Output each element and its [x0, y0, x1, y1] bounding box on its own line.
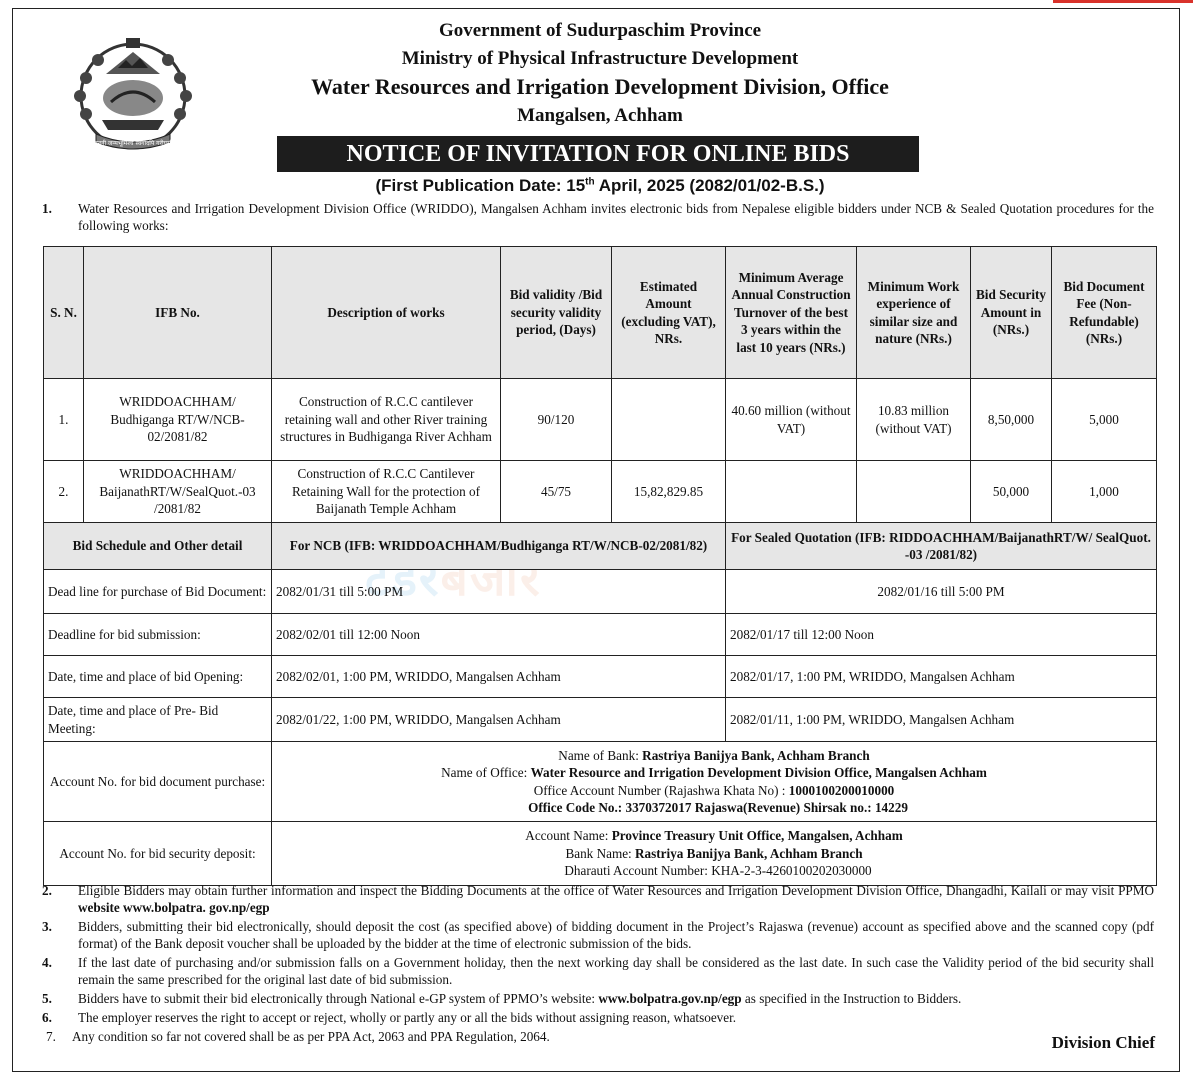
schedule-label: Dead line for purchase of Bid Document:	[44, 570, 272, 614]
purchase-account-number: 1000100200010000	[788, 782, 895, 798]
watermark: टेंडरबजार	[365, 551, 542, 607]
cell-experience	[857, 461, 971, 523]
cell-sn: 1.	[44, 379, 84, 461]
cell-description: Construction of R.C.C cantilever retaining wall and other River training structures in Budhiganga River Achham	[272, 379, 501, 461]
publication-date: (First Publication Date: 15th April, 2025 (2082/01/02-B.S.)	[375, 176, 825, 195]
cell-fee: 5,000	[1052, 379, 1157, 461]
schedule-ncb-value: 2082/01/31 till 5:00 PM	[272, 570, 726, 614]
schedule-row	[44, 656, 1157, 698]
list-item: 5. Bidders have to submit their bid electronically through National e-GP system of PPMO’s website: www.bolpatra.gov.np/egp as specified in the Instruction to Bidders.	[42, 991, 962, 1006]
security-account-label: Account No. for bid security deposit:	[44, 822, 272, 886]
list-item: 7. Any condition so far not covered shall be as per PPA Act, 2063 and PPA Regulation, 2064.	[46, 1029, 550, 1044]
cell-security: 50,000	[971, 461, 1052, 523]
notes-list	[42, 882, 1154, 1047]
schedule-row	[44, 570, 1157, 614]
table-header-row	[44, 247, 1157, 379]
cell-ifb: WRIDDOACHHAM/ Budhiganga RT/W/NCB-02/2081/82	[84, 379, 272, 461]
cell-validity: 45/75	[501, 461, 612, 523]
list-item: 6. The employer reserves the right to accept or reject, wholly or partly any or all the bids without assigning reason, whatsoever.	[42, 1010, 737, 1025]
cell-security: 8,50,000	[971, 379, 1052, 461]
cell-validity: 90/120	[501, 379, 612, 461]
schedule-label: Deadline for bid submission:	[44, 614, 272, 656]
purchase-office: Water Resource and Irrigation Development Division Office, Mangalsen Achham	[530, 765, 987, 780]
purchase-bank: Rastriya Banijya Bank, Achham Branch	[642, 747, 870, 763]
table-row	[44, 379, 1157, 461]
list-item: 4. If the last date of purchasing and/or submission falls on a Government holiday, then the next working day shall be considered as the last date. In such case the Validity period of the bid security shall remain the same prescribed for the original last date of bid submission.	[42, 955, 1154, 987]
purchase-account-row	[44, 742, 1157, 822]
schedule-label: Date, time and place of Pre- Bid Meeting:	[44, 698, 272, 742]
security-account-details: Account Name: Province Treasury Unit Office, Mangalsen, Achham Bank Name: Rastriya Banijya Bank, Achham Branch Dharauti Account Number: KHA-2-3-4260100202030000	[272, 822, 1157, 886]
col-estimate: Estimated Amount (excluding VAT), NRs.	[612, 247, 726, 379]
schedule-ncb-value: 2082/01/22, 1:00 PM, WRIDDO, Mangalsen Achham	[272, 698, 726, 742]
cell-ifb: WRIDDOACHHAM/ BaijanathRT/W/SealQuot.-03 /2081/82	[84, 461, 272, 523]
col-turnover: Minimum Average Annual Construction Turnover of the best 3 years within the last 10 years (NRs.)	[726, 247, 857, 379]
col-security: Bid Security Amount in (NRs.)	[971, 247, 1052, 379]
cell-turnover: 40.60 million (without VAT)	[726, 379, 857, 461]
cell-estimate	[612, 379, 726, 461]
security-account-name: Province Treasury Unit Office, Mangalsen, Achham	[611, 828, 903, 844]
schedule-row	[44, 698, 1157, 742]
signer-title: Division Chief	[1051, 1033, 1155, 1052]
list-item: 2. Eligible Bidders may obtain further information and inspect the Bidding Documents at the office of Water Resources and Irrigation Development Division Office, Dhangadhi, Kailali or may visit PPMO website www.bolpatra. gov.np/egp	[42, 883, 1154, 915]
security-account-row	[44, 822, 1157, 886]
intro-paragraph	[42, 200, 1154, 234]
header-government: Government of Sudurpaschim Province	[438, 20, 762, 41]
purchase-account-details: Name of Bank: Rastriya Banijya Bank, Achham Branch Name of Office: Water Resource and Irrigation Development Division Office, Mangalsen Achham Office Account Number (Rajashwa Khata No) : 1000100200010000 Office Code No.: 3370372017 Rajaswa(Revenue) Shirsak no.: 14229	[272, 742, 1157, 822]
cell-sn: 2.	[44, 461, 84, 523]
notice-title-banner: NOTICE OF INVITATION FOR ONLINE BIDS	[277, 136, 919, 172]
bids-table	[43, 246, 1157, 886]
schedule-label: Date, time and place of bid Opening:	[44, 656, 272, 698]
cell-turnover	[726, 461, 857, 523]
col-sn: S. N.	[44, 247, 84, 379]
dharauti-account: Dharauti Account Number: KHA-2-3-4260100202030000	[564, 863, 872, 879]
emblem-motto: जननी जन्मभूमिश्च स्वर्गादपि गरीयसी	[93, 140, 173, 147]
purchase-account-label: Account No. for bid document purchase:	[44, 742, 272, 822]
purchase-office-code: Office Code No.: 3370372017 Rajaswa(Revenue) Shirsak no.: 14229	[528, 800, 908, 815]
schedule-head-ncb: For NCB (IFB: WRIDDOACHHAM/Budhiganga RT/W/NCB-02/2081/82)	[272, 523, 726, 570]
schedule-sq-value: 2082/01/17 till 12:00 Noon	[726, 614, 1157, 656]
schedule-row	[44, 614, 1157, 656]
cell-description: Construction of R.C.C Cantilever Retaining Wall for the protection of Baijanath Temple Achham	[272, 461, 501, 523]
header-ministry: Ministry of Physical Infrastructure Development	[401, 48, 799, 69]
schedule-head-sq: For Sealed Quotation (IFB: RIDDOACHHAM/BaijanathRT/W/ SealQuot. -03 /2081/82)	[726, 523, 1157, 570]
intro-text: Water Resources and Irrigation Development Division Office (WRIDDO), Mangalsen Achham invites electronic bids from Nepalese eligible bidders under NCB & Sealed Quotation procedures for the following works:	[78, 201, 1154, 233]
schedule-head-label: Bid Schedule and Other detail	[44, 523, 272, 570]
intro-number: 1.	[42, 201, 52, 216]
schedule-ncb-value: 2082/02/01 till 12:00 Noon	[272, 614, 726, 656]
col-experience: Minimum Work experience of similar size and nature (NRs.)	[857, 247, 971, 379]
schedule-sq-value: 2082/01/11, 1:00 PM, WRIDDO, Mangalsen Achham	[726, 698, 1157, 742]
header-division: Water Resources and Irrigation Development Division, Office	[311, 74, 889, 99]
schedule-sq-value: 2082/01/17, 1:00 PM, WRIDDO, Mangalsen Achham	[726, 656, 1157, 698]
security-bank: Rastriya Banijya Bank, Achham Branch	[635, 845, 863, 861]
corner-accent	[1053, 0, 1193, 3]
header-location: Mangalsen, Achham	[517, 105, 683, 126]
cell-fee: 1,000	[1052, 461, 1157, 523]
cell-estimate: 15,82,829.85	[612, 461, 726, 523]
schedule-sq-value: 2082/01/16 till 5:00 PM	[726, 570, 1157, 614]
schedule-ncb-value: 2082/02/01, 1:00 PM, WRIDDO, Mangalsen Achham	[272, 656, 726, 698]
col-ifb: IFB No.	[84, 247, 272, 379]
table-row	[44, 461, 1157, 523]
schedule-header-row	[44, 523, 1157, 570]
cell-experience: 10.83 million (without VAT)	[857, 379, 971, 461]
col-description: Description of works	[272, 247, 501, 379]
col-validity: Bid validity /Bid security validity period, (Days)	[501, 247, 612, 379]
list-item: 3. Bidders, submitting their bid electronically, should deposit the cost (as specified above) of bidding document in the Project’s Rajaswa (revenue) account as specified above and the scanned copy (pdf format) of the Bank deposit voucher shall be uploaded by the bidder at the time of electronic submission of the bids.	[42, 919, 1154, 951]
col-fee: Bid Document Fee (Non-Refundable) (NRs.)	[1052, 247, 1157, 379]
nepal-emblem-icon	[66, 38, 200, 162]
